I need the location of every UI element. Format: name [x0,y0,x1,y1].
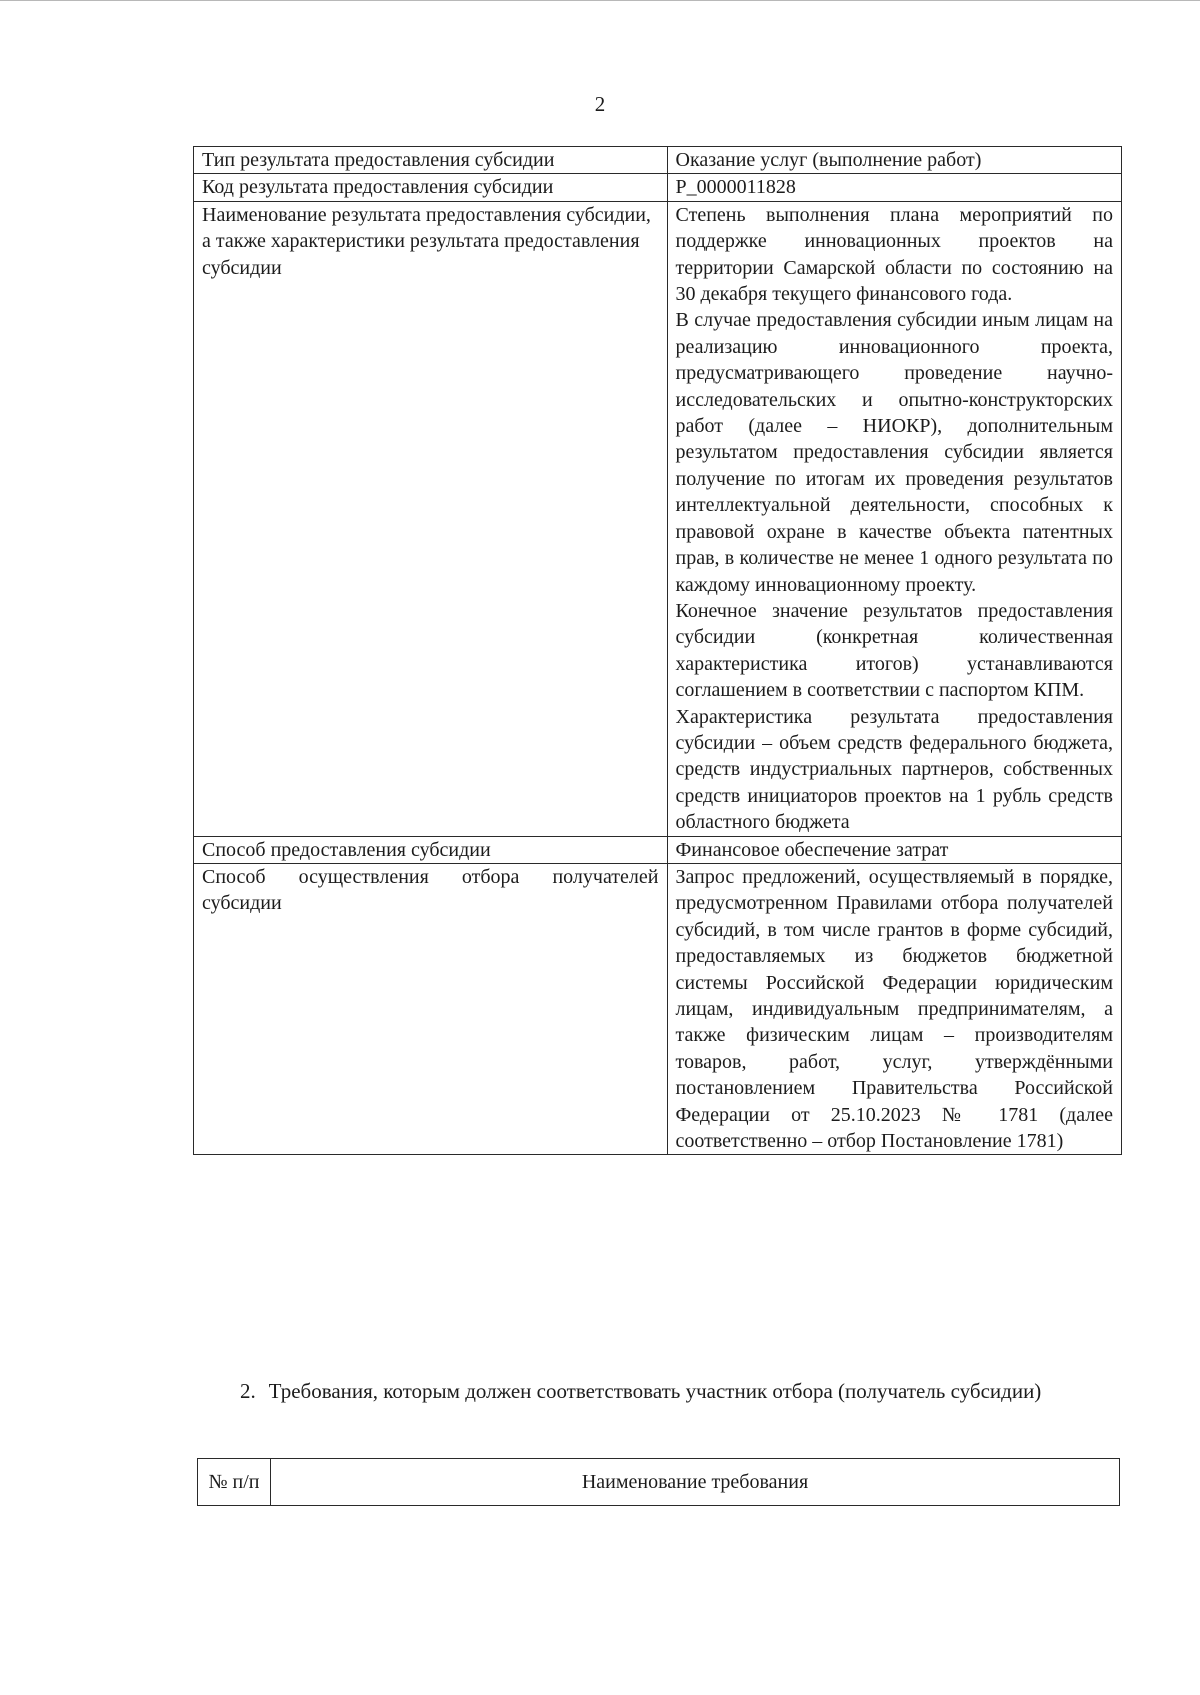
row-value-paragraph: Степень выполнения плана мероприятий по поддержке инновационных проектов на территории Самарской области по состоянию на 30 декабря текущего финансового года. [675,203,1113,306]
subsidy-info-table [193,146,1122,1155]
row-value-paragraph: Финансовое обеспечение затрат [675,838,949,861]
row-value [667,863,1122,1154]
row-value [667,174,1122,201]
row-value-paragraph: Конечное значение результатов предоставления субсидии (конкретная количественная характеристика итогов) устанавливаются соглашением в соответствии с паспортом КПМ. [675,599,1113,702]
table-row [194,201,1122,836]
column-header-requirement: Наименование требования [271,1459,1120,1506]
table-row [194,174,1122,201]
row-label: Наименование результата предоставления субсидии, а также характеристики результата предоставления субсидии [194,201,668,836]
row-value-paragraph: Характеристика результата предоставления субсидии – объем средств федерального бюджета, средств индустриальных партнеров, собственных средств инициаторов проектов на 1 рубль средств областного бюджета [675,705,1113,834]
section-title: Требования, которым должен соответствовать участник отбора (получатель субсидии) [268,1379,1042,1403]
section-number: 2. [240,1379,256,1403]
row-value-paragraph: Запрос предложений, осуществляемый в порядке, предусмотренном Правилами отбора получателей субсидий, в том числе грантов в форме субсидий, предоставляемых из бюджетов бюджетной системы Российской Федерации юридическим лицам, индивидуальным предпринимателям, а также физическим лицам – производителям товаров, работ, услуг, утверждёнными постановлением Правительства Российской Федерации от 25.10.2023 № 1781 (далее соответственно – отбор Постановление 1781) [675,865,1113,1153]
table-row [194,147,1122,174]
row-value-paragraph: P_0000011828 [675,176,796,199]
row-value [667,147,1122,174]
table-header-row [198,1459,1120,1506]
row-value-paragraph: В случае предоставления субсидии иным лицам на реализацию инновационного проекта, предусматривающего проведение научно-исследовательских и опытно-конструкторских работ (далее – НИОКР), дополнительным результатом предоставления субсидии является получение по итогам их проведения результатов интеллектуальной деятельности, способных к правовой охране в качестве объекта патентных прав, в количестве не менее 1 одного результата по каждому инновационному проекту. [675,309,1113,596]
row-label: Способ предоставления субсидии [194,836,668,863]
row-value [667,201,1122,836]
row-label: Тип результата предоставления субсидии [194,147,668,174]
section-heading [240,1378,1070,1404]
page-top-border [0,0,1200,1]
table-row [194,836,1122,863]
column-header-number: № п/п [198,1459,271,1506]
row-label: Код результата предоставления субсидии [194,174,668,201]
row-label: Способ осуществления отбора получателей субсидии [194,863,668,1154]
row-value-paragraph: Оказание услуг (выполнение работ) [675,149,982,171]
table-row [194,863,1122,1154]
row-value [667,836,1122,863]
requirements-table [197,1458,1120,1506]
page-number: 2 [594,92,606,116]
